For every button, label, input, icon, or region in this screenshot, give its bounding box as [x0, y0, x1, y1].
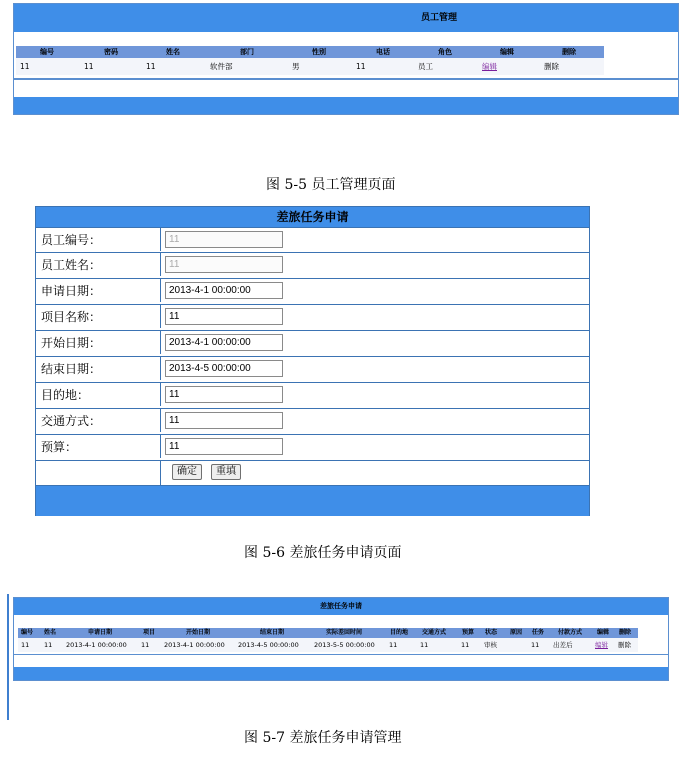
- travel-table-header: [18, 628, 638, 638]
- cell-end-date: 2013-4-5 00:00:00: [238, 641, 299, 649]
- employee-id-input: 11: [165, 231, 283, 248]
- budget-input[interactable]: 11: [165, 438, 283, 455]
- divider: [14, 654, 668, 655]
- col-payment-method: 付款方式: [558, 629, 583, 636]
- col-name: 姓名: [166, 48, 180, 56]
- figure-caption-5-7: 图 5-7 差旅任务申请管理: [244, 730, 402, 746]
- apply-date-label: 申请日期：: [41, 284, 102, 298]
- travel-form-footer-bar: [36, 485, 589, 516]
- col-delete: 删除: [619, 629, 632, 636]
- start-date-label: 开始日期：: [41, 336, 102, 350]
- destination-input[interactable]: 11: [165, 386, 283, 403]
- col-phone: 电话: [376, 48, 390, 56]
- form-row-budget: [36, 434, 589, 458]
- col-start-date: 开始日期: [186, 629, 211, 636]
- form-row-apply-date: [36, 278, 589, 302]
- col-id: 编号: [21, 629, 34, 636]
- col-status: 状态: [485, 629, 498, 636]
- form-row-start-date: [36, 330, 589, 354]
- col-destination: 目的地: [390, 629, 409, 636]
- destination-label: 目的地：: [41, 388, 90, 402]
- divider: [160, 253, 161, 276]
- cell-phone: 11: [356, 62, 366, 71]
- cell-apply-date: 2013-4-1 00:00:00: [66, 641, 127, 649]
- apply-date-input[interactable]: 2013-4-1 00:00:00: [165, 282, 283, 299]
- cell-id: 11: [21, 641, 30, 649]
- col-budget: 预算: [462, 629, 475, 636]
- cell-budget: 11: [461, 641, 470, 649]
- form-row-end-date: [36, 356, 589, 380]
- divider: [160, 357, 161, 380]
- start-date-input[interactable]: 2013-4-1 00:00:00: [165, 334, 283, 351]
- col-role: 角色: [438, 48, 452, 56]
- budget-label: 预算：: [41, 440, 78, 454]
- cell-gender: 男: [292, 62, 300, 71]
- col-gender: 性别: [312, 48, 326, 56]
- travel-form-title: 差旅任务申请: [36, 207, 589, 227]
- cell-destination: 11: [389, 641, 398, 649]
- divider: [160, 435, 161, 458]
- reset-button[interactable]: 重填: [211, 464, 241, 480]
- transport-input[interactable]: 11: [165, 412, 283, 429]
- divider: [160, 228, 161, 251]
- left-edge-bar: [7, 594, 9, 720]
- figure-caption-5-6: 图 5-6 差旅任务申请页面: [244, 545, 402, 561]
- cell-department: 软件部: [210, 62, 233, 71]
- employee-management-footer-bar: [14, 97, 678, 114]
- divider: [160, 279, 161, 302]
- table-row: [16, 58, 604, 75]
- col-edit: 编辑: [597, 629, 610, 636]
- cell-id: 11: [20, 62, 30, 71]
- travel-management-title: 差旅任务申请: [14, 598, 668, 615]
- cell-start-date: 2013-4-1 00:00:00: [164, 641, 225, 649]
- employee-id-label: 员工编号：: [41, 233, 102, 247]
- cell-name: 11: [146, 62, 156, 71]
- col-delete: 删除: [562, 48, 576, 56]
- form-row-employee-name: [36, 252, 589, 276]
- form-row-destination: [36, 382, 589, 406]
- travel-management-footer-bar: [14, 667, 668, 680]
- col-project: 项目: [143, 629, 156, 636]
- employee-management-title: 员工管理: [421, 13, 458, 23]
- employee-table-header: [16, 46, 604, 58]
- cell-password: 11: [84, 62, 94, 71]
- cell-project: 11: [141, 641, 150, 649]
- delete-link[interactable]: 删除: [618, 641, 631, 649]
- end-date-label: 结束日期：: [41, 362, 102, 376]
- figure-caption-5-5: 图 5-5 员工管理页面: [266, 177, 396, 193]
- transport-label: 交通方式：: [41, 414, 102, 428]
- employee-name-label: 员工姓名：: [41, 258, 102, 272]
- cell-role: 员工: [418, 62, 433, 71]
- divider: [160, 461, 161, 485]
- col-name: 姓名: [44, 629, 57, 636]
- edit-link[interactable]: 编辑: [595, 641, 608, 649]
- project-name-label: 项目名称：: [41, 310, 102, 324]
- cell-transport: 11: [420, 641, 429, 649]
- project-name-input[interactable]: 11: [165, 308, 283, 325]
- edit-link[interactable]: 编辑: [482, 62, 497, 71]
- divider: [160, 305, 161, 328]
- form-row-project-name: [36, 304, 589, 328]
- col-end-date: 结束日期: [260, 629, 285, 636]
- col-apply-date: 申请日期: [88, 629, 113, 636]
- table-row: [18, 638, 638, 652]
- end-date-input[interactable]: 2013-4-5 00:00:00: [165, 360, 283, 377]
- delete-link[interactable]: 删除: [544, 62, 559, 71]
- cell-task: 11: [531, 641, 540, 649]
- cell-name: 11: [44, 641, 53, 649]
- cell-payment-method: 出差后: [553, 641, 573, 649]
- cell-actual-return: 2013-5-5 00:00:00: [314, 641, 375, 649]
- employee-name-input: 11: [165, 256, 283, 273]
- confirm-button[interactable]: 确定: [172, 464, 202, 480]
- divider: [160, 409, 161, 432]
- form-row-transport: [36, 408, 589, 432]
- col-password: 密码: [104, 48, 118, 56]
- col-id: 编号: [40, 48, 54, 56]
- col-actual-return: 实际差回时间: [326, 629, 363, 636]
- col-reason: 原因: [510, 629, 523, 636]
- col-transport: 交通方式: [422, 629, 447, 636]
- divider: [14, 78, 678, 80]
- divider: [160, 331, 161, 354]
- divider: [160, 383, 161, 406]
- form-row-actions: [36, 460, 589, 485]
- col-department: 部门: [240, 48, 254, 56]
- form-row-employee-id: [36, 227, 589, 251]
- employee-management-title-bar: [14, 4, 678, 32]
- cell-status: 审核: [484, 641, 497, 649]
- col-edit: 编辑: [500, 48, 514, 56]
- col-task: 任务: [532, 629, 545, 636]
